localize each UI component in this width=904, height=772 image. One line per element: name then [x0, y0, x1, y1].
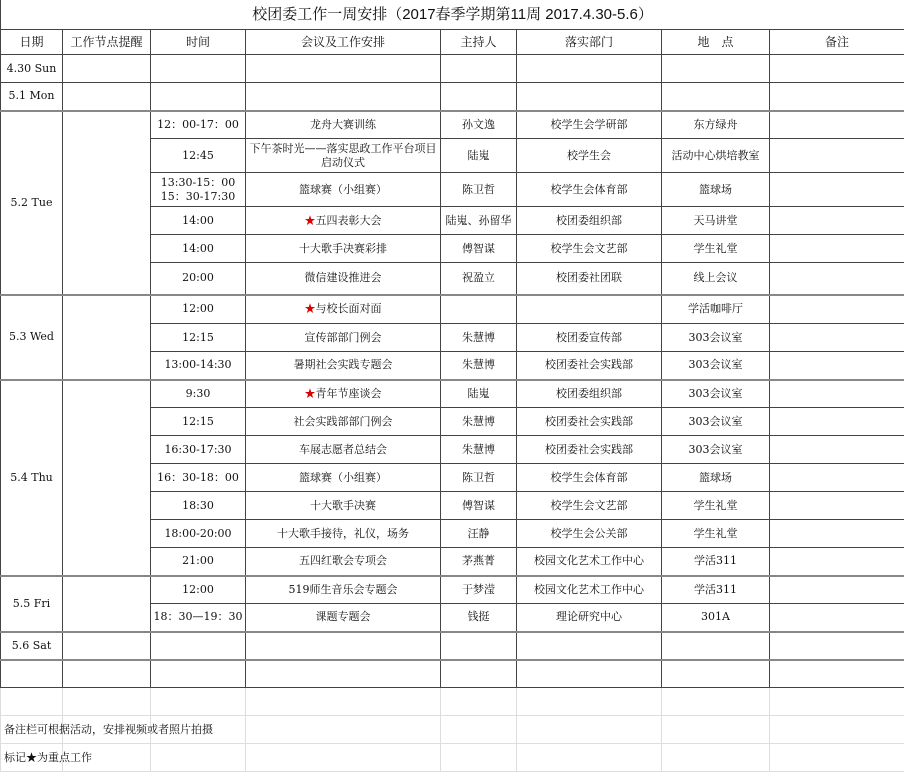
host-cell — [441, 632, 517, 660]
remarks-cell — [770, 520, 904, 548]
host-cell — [441, 83, 517, 111]
agenda-title: 下午茶时光——落实思政工作平台项目启动仪式 — [249, 141, 437, 169]
remarks-cell — [770, 436, 904, 464]
time-cell: 13:30-15：00 15：30-17:30 — [151, 173, 246, 207]
agenda-cell — [246, 548, 441, 576]
date-cell: 5.6 Sat — [1, 632, 63, 660]
sheet-title: 校团委工作一周安排（2017春季学期第11周 2017.4.30-5.6） — [1, 0, 904, 30]
remarks-cell — [770, 111, 904, 139]
milestone-cell — [63, 55, 151, 83]
agenda-title: 青年节座谈会 — [315, 386, 382, 400]
time-cell: 16:30-17:30 — [151, 436, 246, 464]
host-cell: 孙文逸 — [441, 111, 517, 139]
remarks-cell — [770, 604, 904, 632]
agenda-title: 十大歌手决赛彩排 — [299, 241, 387, 255]
host-cell: 陆嵬 — [441, 380, 517, 408]
department-cell: 校园文化艺术工作中心 — [517, 548, 662, 576]
remarks-cell — [770, 352, 904, 380]
department-cell: 校团委社会实践部 — [517, 408, 662, 436]
remarks-cell — [770, 263, 904, 295]
host-cell: 朱慧博 — [441, 436, 517, 464]
agenda-title: 十大歌手接待，礼仪，场务 — [277, 526, 409, 540]
department-cell: 校学生会文艺部 — [517, 492, 662, 520]
location-cell: 303会议室 — [662, 380, 770, 408]
time-cell: 18:00-20:00 — [151, 520, 246, 548]
empty-cell — [770, 688, 904, 716]
empty-cell — [441, 716, 517, 744]
host-cell: 傅智谋 — [441, 492, 517, 520]
location-cell: 学活咖啡厅 — [662, 295, 770, 324]
empty-cell — [246, 716, 441, 744]
time-cell: 12:15 — [151, 324, 246, 352]
department-cell: 校团委社团联 — [517, 263, 662, 295]
remarks-cell — [770, 464, 904, 492]
host-cell: 陆嵬、孙留华 — [441, 207, 517, 235]
agenda-title: 篮球赛（小组赛） — [299, 470, 387, 484]
note-text: 标记★为重点工作 — [1, 744, 63, 772]
time-cell — [151, 55, 246, 83]
time-cell — [151, 632, 246, 660]
empty-cell — [662, 716, 770, 744]
location-cell: 活动中心烘培教室 — [662, 139, 770, 173]
agenda-cell — [246, 295, 441, 324]
agenda-cell — [246, 408, 441, 436]
host-cell: 朱慧博 — [441, 408, 517, 436]
host-cell: 汪静 — [441, 520, 517, 548]
time-cell: 18:30 — [151, 492, 246, 520]
remarks-cell — [770, 207, 904, 235]
agenda-title: 课题专题会 — [315, 610, 371, 624]
empty-row — [1, 660, 904, 688]
empty-cell — [151, 744, 246, 772]
table-row — [1, 632, 904, 660]
agenda-title: 五四红歌会专项会 — [299, 554, 387, 568]
time-cell: 18：30—19：30 — [151, 604, 246, 632]
empty-cell — [151, 688, 246, 716]
remarks-cell — [770, 408, 904, 436]
agenda-cell — [246, 464, 441, 492]
agenda-title: 暑期社会实践专题会 — [293, 358, 393, 372]
time-cell: 12:15 — [151, 408, 246, 436]
agenda-title: 五四表彰大会 — [315, 213, 382, 227]
agenda-cell — [246, 352, 441, 380]
department-cell: 校学生会体育部 — [517, 173, 662, 207]
host-cell — [441, 295, 517, 324]
host-cell: 祝盈立 — [441, 263, 517, 295]
table-row — [1, 55, 904, 83]
agenda-cell — [246, 235, 441, 263]
location-cell: 学生礼堂 — [662, 520, 770, 548]
location-cell: 学生礼堂 — [662, 235, 770, 263]
date-cell: 5.4 Thu — [1, 380, 63, 576]
host-cell — [441, 55, 517, 83]
milestone-cell — [63, 83, 151, 111]
agenda-title: 车展志愿者总结会 — [299, 442, 387, 456]
remarks-cell — [770, 83, 904, 111]
empty-cell — [662, 744, 770, 772]
empty-cell — [246, 688, 441, 716]
remarks-cell — [770, 173, 904, 207]
remarks-cell — [770, 576, 904, 604]
header-milestone: 工作节点提醒 — [63, 30, 151, 55]
department-cell: 校团委组织部 — [517, 207, 662, 235]
time-cell: 12:00 — [151, 295, 246, 324]
remarks-cell — [770, 548, 904, 576]
agenda-title: 与校长面对面 — [315, 302, 382, 316]
remarks-cell — [770, 139, 904, 173]
host-cell: 茅燕菁 — [441, 548, 517, 576]
time-cell: 12:00 — [151, 576, 246, 604]
time-cell: 13:00-14:30 — [151, 352, 246, 380]
empty-cell — [441, 660, 517, 688]
agenda-cell — [246, 207, 441, 235]
header-department: 落实部门 — [517, 30, 662, 55]
location-cell: 303会议室 — [662, 324, 770, 352]
empty-cell — [770, 716, 904, 744]
empty-cell — [441, 744, 517, 772]
header-time: 时间 — [151, 30, 246, 55]
time-cell: 20:00 — [151, 263, 246, 295]
department-cell: 校团委社会实践部 — [517, 352, 662, 380]
agenda-title: 社会实践部部门例会 — [293, 414, 393, 428]
empty-cell — [246, 660, 441, 688]
empty-cell — [517, 688, 662, 716]
title-row — [1, 0, 904, 30]
department-cell: 校学生会 — [517, 139, 662, 173]
department-cell: 校学生会学研部 — [517, 111, 662, 139]
note-row — [1, 716, 904, 744]
agenda-title: 519师生音乐会专题会 — [288, 582, 398, 596]
table-row — [1, 380, 904, 408]
empty-cell — [246, 744, 441, 772]
location-cell: 天马讲堂 — [662, 207, 770, 235]
key-work-star-icon: ★ — [304, 302, 316, 316]
header-agenda: 会议及工作安排 — [246, 30, 441, 55]
table-row — [1, 111, 904, 139]
location-cell: 301A — [662, 604, 770, 632]
empty-cell — [1, 660, 63, 688]
host-cell: 于梦滢 — [441, 576, 517, 604]
empty-cell — [770, 744, 904, 772]
remarks-cell — [770, 492, 904, 520]
time-cell: 16：30-18：00 — [151, 464, 246, 492]
time-cell: 14:00 — [151, 235, 246, 263]
department-cell — [517, 295, 662, 324]
agenda-title: 篮球赛（小组赛） — [299, 182, 387, 196]
time-cell: 21:00 — [151, 548, 246, 576]
date-cell: 5.5 Fri — [1, 576, 63, 632]
empty-cell — [441, 688, 517, 716]
department-cell: 校学生会公关部 — [517, 520, 662, 548]
date-cell: 4.30 Sun — [1, 55, 63, 83]
agenda-title: 宣传部部门例会 — [304, 330, 382, 344]
location-cell — [662, 632, 770, 660]
department-cell: 校团委组织部 — [517, 380, 662, 408]
agenda-cell — [246, 576, 441, 604]
agenda-cell — [246, 83, 441, 111]
location-cell: 学活311 — [662, 576, 770, 604]
agenda-cell — [246, 139, 441, 173]
time-cell — [151, 83, 246, 111]
location-cell — [662, 83, 770, 111]
host-cell: 朱慧博 — [441, 352, 517, 380]
host-cell: 陈卫哲 — [441, 464, 517, 492]
table-row — [1, 83, 904, 111]
department-cell — [517, 632, 662, 660]
key-work-star-icon: ★ — [304, 213, 316, 227]
department-cell: 理论研究中心 — [517, 604, 662, 632]
header-location: 地 点 — [662, 30, 770, 55]
note-text: 备注栏可根据活动，安排视频或者照片拍摄 — [1, 716, 63, 744]
location-cell: 303会议室 — [662, 408, 770, 436]
remarks-cell — [770, 380, 904, 408]
department-cell: 校园文化艺术工作中心 — [517, 576, 662, 604]
empty-row — [1, 688, 904, 716]
location-cell: 线上会议 — [662, 263, 770, 295]
location-cell: 篮球场 — [662, 464, 770, 492]
location-cell: 303会议室 — [662, 436, 770, 464]
agenda-cell — [246, 632, 441, 660]
agenda-title: 龙舟大赛训练 — [310, 117, 376, 131]
remarks-cell — [770, 324, 904, 352]
empty-cell — [151, 660, 246, 688]
empty-cell — [63, 660, 151, 688]
date-cell: 5.1 Mon — [1, 83, 63, 111]
header-row — [1, 30, 904, 55]
date-cell: 5.2 Tue — [1, 111, 63, 295]
department-cell: 校学生会文艺部 — [517, 235, 662, 263]
remarks-cell — [770, 55, 904, 83]
agenda-cell — [246, 111, 441, 139]
agenda-cell — [246, 604, 441, 632]
header-remarks: 备注 — [770, 30, 904, 55]
location-cell: 学活311 — [662, 548, 770, 576]
location-cell: 学生礼堂 — [662, 492, 770, 520]
department-cell — [517, 83, 662, 111]
location-cell — [662, 55, 770, 83]
host-cell: 陈卫哲 — [441, 173, 517, 207]
empty-cell — [517, 744, 662, 772]
department-cell — [517, 55, 662, 83]
agenda-cell — [246, 492, 441, 520]
remarks-cell — [770, 632, 904, 660]
host-cell: 钱挺 — [441, 604, 517, 632]
agenda-title: 十大歌手决赛 — [310, 498, 376, 512]
empty-cell — [662, 688, 770, 716]
time-cell: 9:30 — [151, 380, 246, 408]
header-date: 日期 — [1, 30, 63, 55]
milestone-cell — [63, 576, 151, 632]
agenda-cell — [246, 436, 441, 464]
location-cell: 303会议室 — [662, 352, 770, 380]
time-cell: 12:45 — [151, 139, 246, 173]
remarks-cell — [770, 235, 904, 263]
remarks-cell — [770, 295, 904, 324]
department-cell: 校团委宣传部 — [517, 324, 662, 352]
host-cell: 朱慧博 — [441, 324, 517, 352]
location-cell: 篮球场 — [662, 173, 770, 207]
key-work-star-icon: ★ — [304, 386, 316, 400]
table-row — [1, 295, 904, 324]
date-cell: 5.3 Wed — [1, 295, 63, 380]
agenda-title: 微信建设推进会 — [304, 271, 382, 285]
department-cell: 校学生会体育部 — [517, 464, 662, 492]
empty-cell — [1, 688, 63, 716]
agenda-cell — [246, 263, 441, 295]
host-cell: 傅智谋 — [441, 235, 517, 263]
table-row — [1, 576, 904, 604]
note-row — [1, 744, 904, 772]
milestone-cell — [63, 111, 151, 295]
agenda-cell — [246, 380, 441, 408]
milestone-cell — [63, 380, 151, 576]
milestone-cell — [63, 295, 151, 380]
empty-cell — [770, 660, 904, 688]
agenda-cell — [246, 520, 441, 548]
host-cell: 陆嵬 — [441, 139, 517, 173]
agenda-cell — [246, 55, 441, 83]
empty-cell — [517, 660, 662, 688]
location-cell: 东方绿舟 — [662, 111, 770, 139]
agenda-cell — [246, 324, 441, 352]
milestone-cell — [63, 632, 151, 660]
time-cell: 12：00-17：00 — [151, 111, 246, 139]
time-cell: 14:00 — [151, 207, 246, 235]
department-cell: 校团委社会实践部 — [517, 436, 662, 464]
header-host: 主持人 — [441, 30, 517, 55]
empty-cell — [63, 688, 151, 716]
empty-cell — [517, 716, 662, 744]
agenda-cell — [246, 173, 441, 207]
empty-cell — [662, 660, 770, 688]
